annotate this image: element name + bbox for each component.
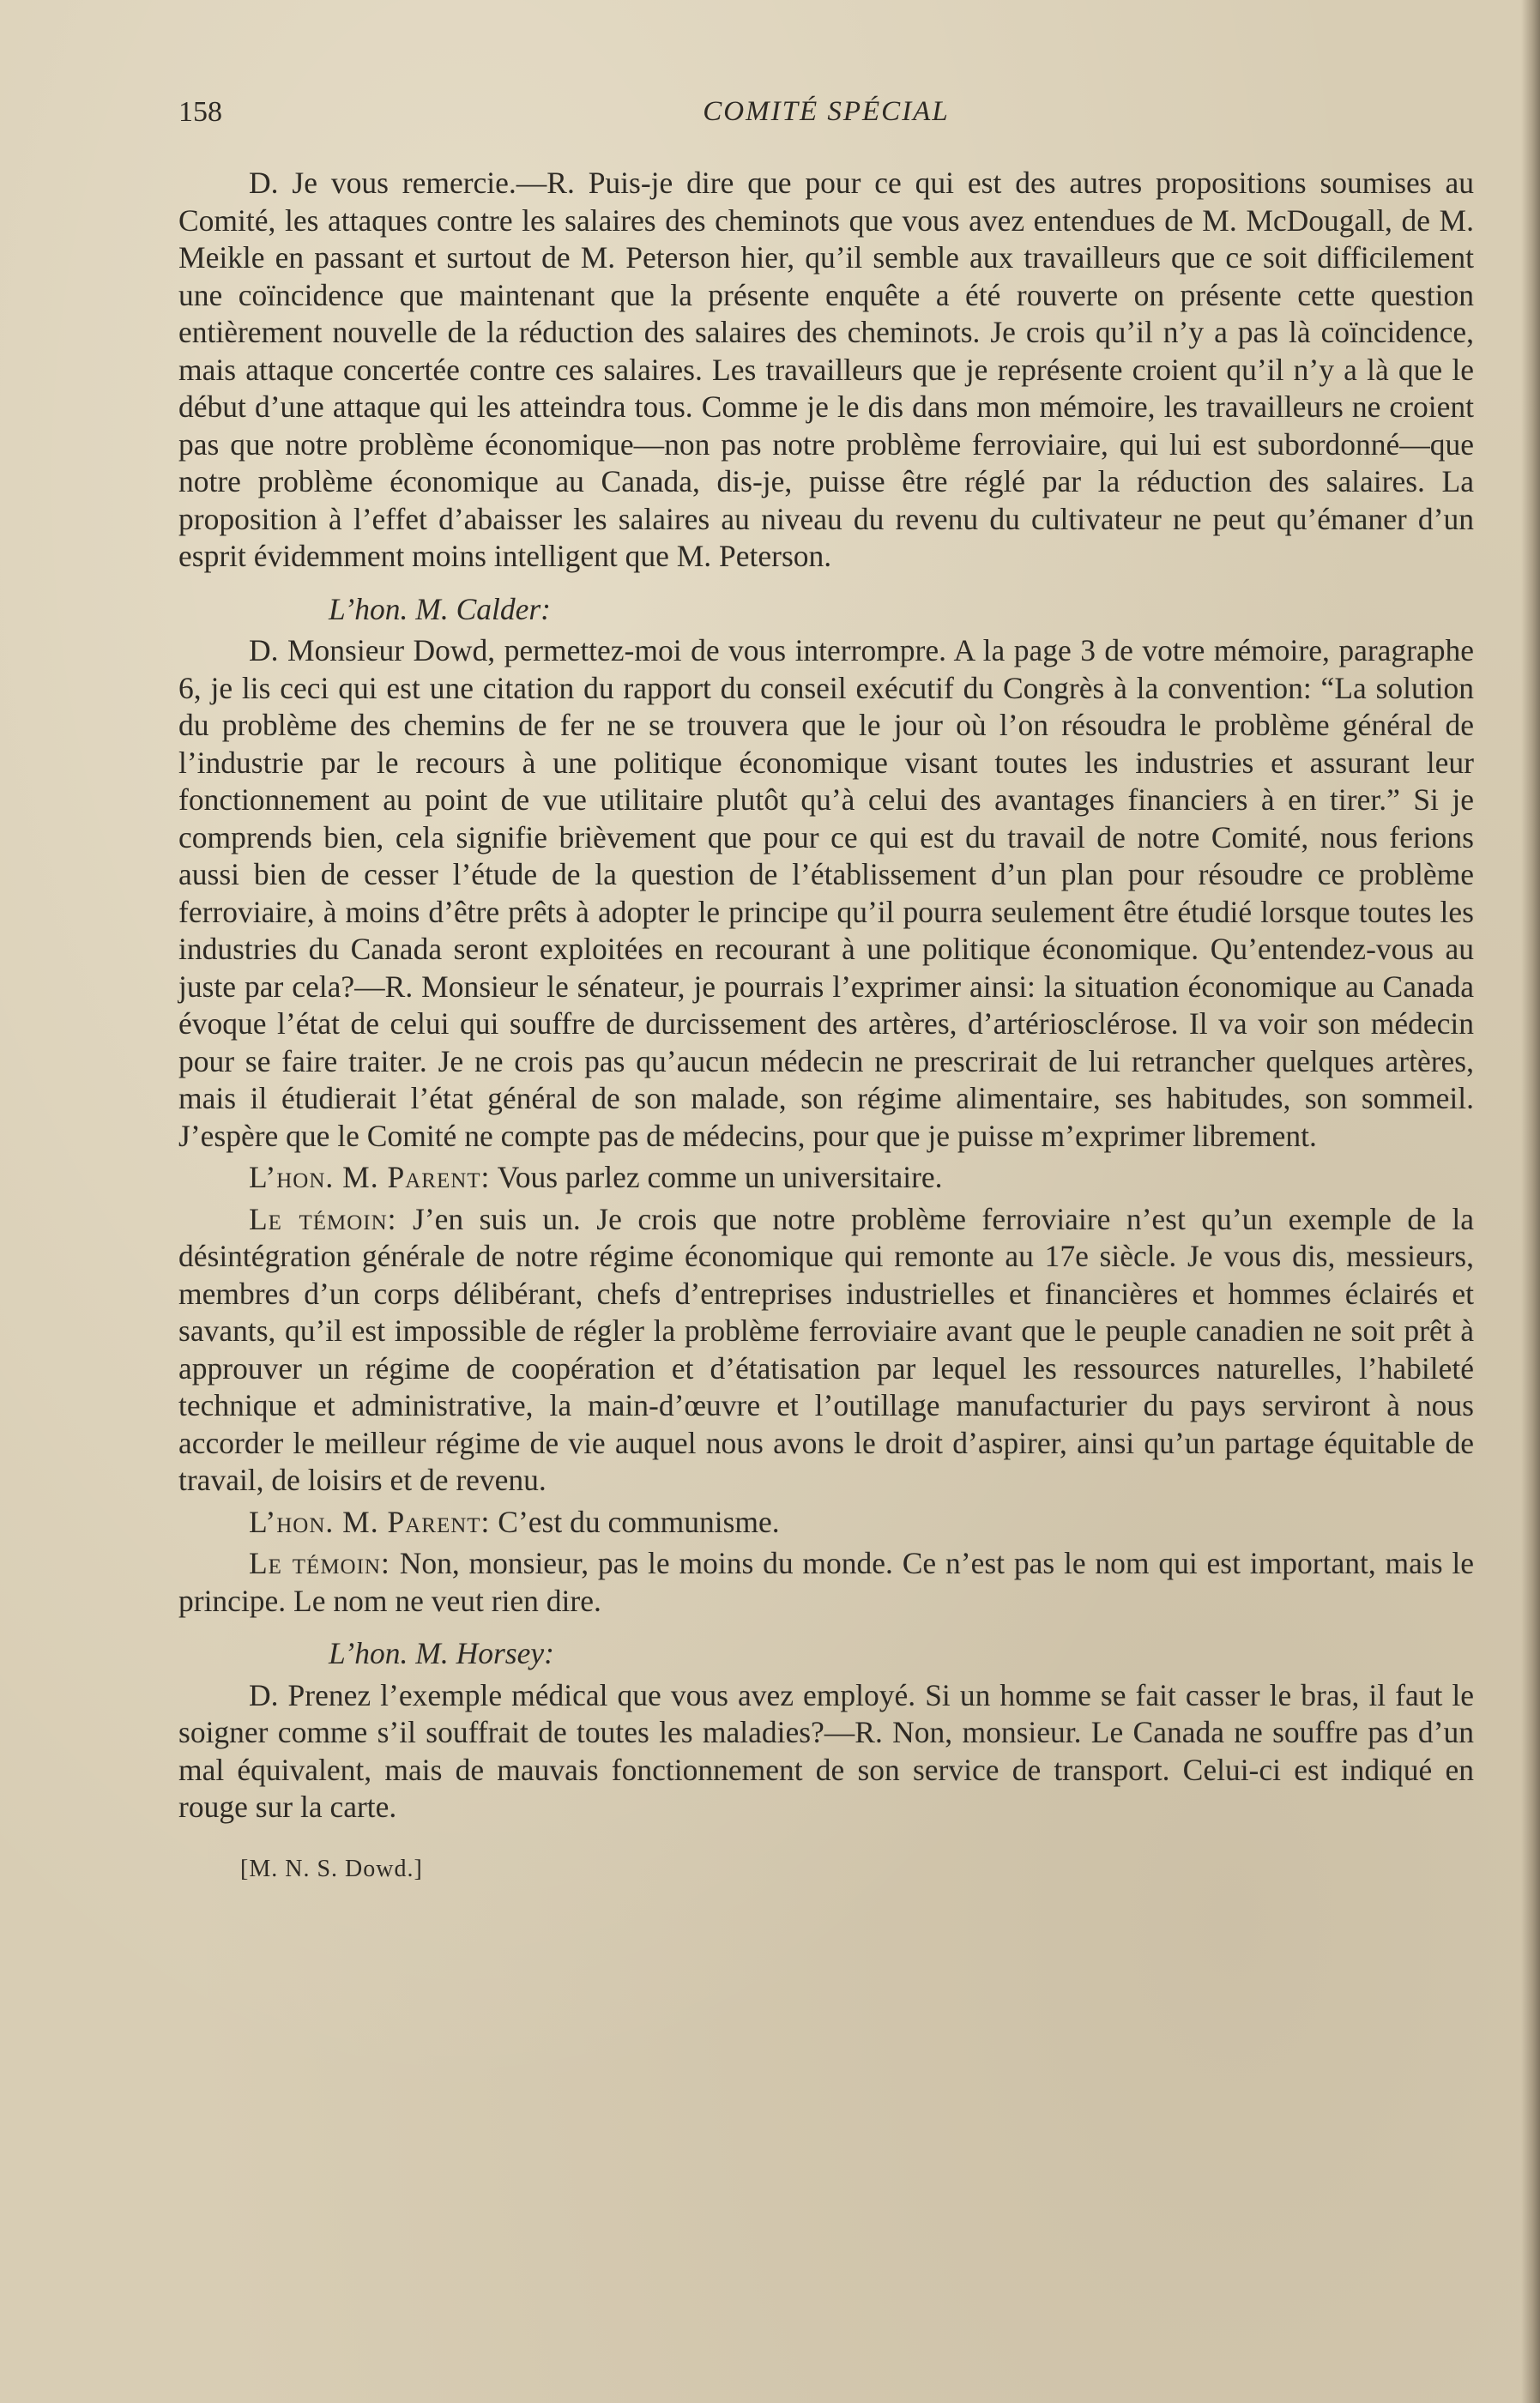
dialogue-text: C’est du communisme. <box>498 1504 780 1539</box>
speaker-heading: L’hon. M. Calder: <box>329 591 552 626</box>
dialogue-text: J’en suis un. Je crois que notre problème ferroviaire n’est qu’un exemple de la désintégration générale de notre régime économique qui remonte au 17e siècle. Je vous dis, messieurs, membres d’un corps délibérant, chefs d’entreprises industrielles et financières et hommes éclairés et savants, qu’il est impossible de régler la problème ferroviaire avant que le peuple canadien ne soit prêt à approuver un régime de coopération et d’étatisation par lequel les ressources naturelles, l’habileté technique et administrative, la main-d’œuvre et l’outillage manufacturier du pays serviront à nous accorder le meilleur régime de vie auquel nous avons le droit d’aspirer, ainsi qu’un partage équitable de travail, de loisirs et de revenu. <box>178 1201 1474 1497</box>
running-title: COMITÉ SPÉCIAL <box>703 96 950 127</box>
page-edge-shadow <box>1521 0 1540 2403</box>
dialogue-paragraph <box>178 1159 1474 1197</box>
testimony-paragraph: D. Prenez l’exemple médical que vous avez employé. Si un homme se fait casser le bras, il faut le soigner comme s’il souffrait de toutes les maladies?—R. Non, monsieur. Le Canada ne souffre pas d’un mal équivalent, mais de mauvais fonctionnement de son service de transport. Celui-ci est indiqué en rouge sur la carte. <box>178 1677 1474 1824</box>
speaker-name: L’hon. M. Parent: <box>249 1504 491 1539</box>
dialogue-text: Vous parlez comme un universitaire. <box>497 1160 943 1194</box>
dialogue-paragraph <box>178 1545 1474 1620</box>
speaker-name: L’hon. M. Parent: <box>249 1160 491 1194</box>
testimony-paragraph: D. Je vous remercie.—R. Puis-je dire que pour ce qui est des autres propositions soumises au Comité, les attaques contre les salaires des cheminots que vous avez entendues de M. McDougall, de M. Meikle en passant et surtout de M. Peterson hier, qu’il semble aux travailleurs que ce soit difficilement une coïncidence que maintenant que la présente enquête a été rouverte on présente cette question entièrement nouvelle de la réduction des salaires des cheminots. Je crois qu’il n’y a pas là coïncidence, mais attaque concertée contre ces salaires. Les travailleurs que je représente croient qu’il n’y a là que le début d’une attaque qui les atteindra tous. Comme je le dis dans mon mémoire, les travailleurs ne croient pas que notre problème économique—non pas notre problème ferroviaire, qui lui est subordonné—que notre problème économique au Canada, dis-je, puisse être réglé par la réduction des salaires. La proposition à l’effet d’abaisser les salaires au niveau du revenu du cultivateur ne peut qu’émaner d’un esprit évidemment moins intelligent que M. Peterson. <box>178 166 1474 573</box>
speaker-name: Le témoin: <box>249 1546 390 1580</box>
dialogue-text: Non, monsieur, pas le moins du monde. Ce n’est pas le nom qui est important, mais le principe. Le nom ne veut rien dire. <box>178 1546 1475 1618</box>
dialogue-paragraph <box>178 1504 1474 1542</box>
page-body <box>178 165 1474 1887</box>
speaker-heading: L’hon. M. Horsey: <box>329 1636 554 1670</box>
page-header <box>178 96 1474 139</box>
page-number: 158 <box>178 96 222 128</box>
witness-signature: [M. N. S. Dowd.] <box>240 1855 423 1882</box>
testimony-paragraph: D. Monsieur Dowd, permettez-moi de vous interrompre. A la page 3 de votre mémoire, paragraphe 6, je lis ceci qui est une citation du rapport du conseil exécutif du Congrès à la convention: “La solution du problème des chemins de fer ne se trouvera que le jour où l’on résoudra le problème général de l’industrie par le recours à une politique économique visant toutes les industries et assurant leur fonctionnement au point de vue utilitaire plutôt qu’à celui des avantages financiers à en tirer.” Si je comprends bien, cela signifie brièvement que pour ce qui est du travail de notre Comité, nous ferions aussi bien de cesser l’étude de la question de l’établissement d’un plan pour résoudre ce problème ferroviaire, à moins d’être prêts à adopter le principe qu’il pourra seulement être étudié lorsque toutes les industries du Canada seront exploitées en recourant à une politique économique. Qu’entendez-vous au juste par cela?—R. Monsieur le sénateur, je pourrais l’exprimer ainsi: la situation économique au Canada évoque l’état de celui qui souffre de durcissement des artères, d’artériosclérose. Il va voir son médecin pour se faire traiter. Je ne crois pas qu’aucun médecin ne prescrirait de lui retrancher quelques artères, mais il étudierait l’état général de son malade, son régime alimentaire, ses habitudes, son sommeil. J’espère que le Comité ne compte pas de médecins, pour que je puisse m’exprimer librement. <box>178 633 1474 1153</box>
dialogue-paragraph <box>178 1201 1474 1500</box>
speaker-name: Le témoin: <box>249 1201 397 1236</box>
